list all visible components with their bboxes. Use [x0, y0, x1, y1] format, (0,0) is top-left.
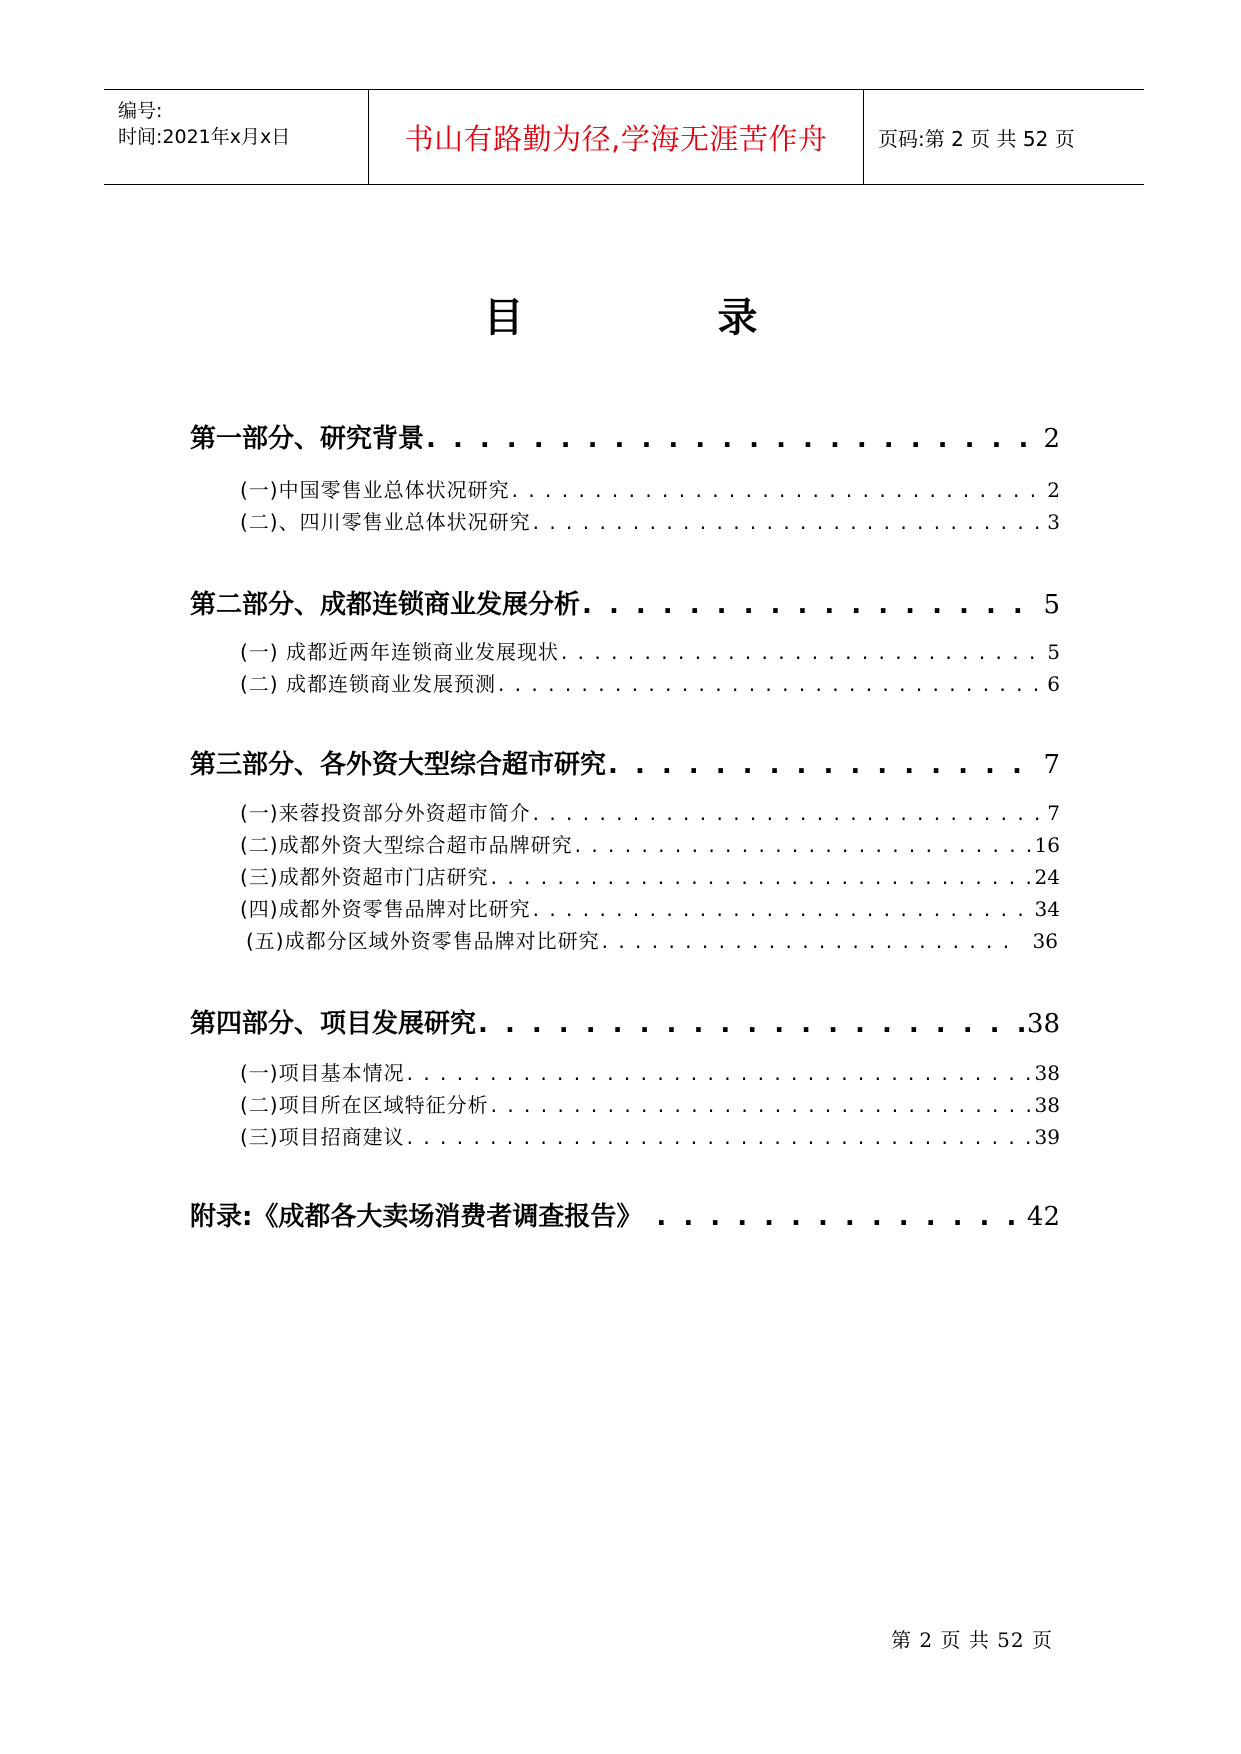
page-footer: 第 2 页 共 52 页: [891, 1628, 1053, 1652]
toc-entry-text: (二)、四川零售业总体状况研究: [240, 510, 531, 534]
leader-dots: [656, 1202, 1025, 1232]
leader-dots: [512, 478, 1046, 502]
toc-part2-section1[interactable]: [240, 636, 1060, 665]
toc-page-number: 7: [1047, 801, 1060, 825]
toc-entry-text: 第一部分、研究背景: [190, 424, 425, 454]
toc-entry-text: 第四部分、项目发展研究: [190, 1009, 477, 1039]
toc-part3-section4[interactable]: [240, 893, 1060, 922]
toc-page-number: 39: [1034, 1125, 1060, 1149]
toc-part3-section1[interactable]: [240, 797, 1060, 826]
toc-part3-section3[interactable]: [240, 861, 1060, 890]
toc-part4-section2[interactable]: [240, 1089, 1060, 1118]
toc-page-number: 24: [1034, 865, 1060, 889]
toc-entry-text: (一)中国零售业总体状况研究: [240, 478, 510, 502]
toc-page-number: 36: [1032, 929, 1058, 953]
toc-page-number: 38: [1034, 1093, 1060, 1117]
toc-page-number: 7: [1043, 750, 1060, 780]
toc-part3-section5[interactable]: [246, 925, 1058, 954]
toc-page-number: 2: [1043, 424, 1060, 454]
leader-dots: [498, 672, 1045, 696]
leader-dots: [575, 833, 1033, 857]
leader-dots: [407, 1061, 1033, 1085]
leader-dots: [426, 424, 1041, 454]
toc-entry-text: (一)项目基本情况: [240, 1061, 405, 1085]
leader-dots: [533, 897, 1033, 921]
toc-part2-section2[interactable]: [240, 668, 1060, 697]
toc-part4-section1[interactable]: [240, 1057, 1060, 1086]
table-of-contents: [190, 0, 1060, 1754]
toc-page-number: 5: [1047, 640, 1060, 664]
toc-part1-section1[interactable]: [240, 474, 1060, 503]
toc-page-number: 5: [1043, 590, 1060, 620]
toc-part4[interactable]: [190, 1003, 1060, 1040]
toc-entry-text: (三)成都外资超市门店研究: [240, 865, 489, 889]
leader-dots: [561, 640, 1045, 664]
toc-page-number: 38: [1026, 1009, 1060, 1039]
leader-dots: [533, 801, 1046, 825]
leader-dots: [582, 590, 1041, 620]
toc-entry-text: 第二部分、成都连锁商业发展分析: [190, 590, 581, 620]
toc-entry-text: (二)成都外资大型综合超市品牌研究: [240, 833, 573, 857]
toc-entry-text: (五)成都分区域外资零售品牌对比研究: [246, 929, 600, 953]
leader-dots: [533, 510, 1046, 534]
toc-entry-text: (二) 成都连锁商业发展预测: [240, 672, 496, 696]
header-page-label: 页码:第 2 页 共 52 页: [878, 126, 1075, 151]
toc-part1[interactable]: [190, 418, 1060, 455]
toc-page-number: 42: [1026, 1202, 1060, 1232]
leader-dots: [608, 750, 1041, 780]
header-motto: 书山有路勤为径,学海无涯苦作舟: [369, 90, 864, 184]
toc-part4-section3[interactable]: [240, 1121, 1060, 1150]
toc-entry-text: 第三部分、各外资大型综合超市研究: [190, 750, 607, 780]
toc-part2[interactable]: [190, 584, 1060, 621]
page-title: 目 录: [483, 295, 848, 341]
leader-dots: [602, 929, 1011, 953]
toc-part3-section2[interactable]: [240, 829, 1060, 858]
leader-dots: [407, 1125, 1033, 1149]
toc-page-number: 38: [1034, 1061, 1060, 1085]
leader-dots: [491, 865, 1033, 889]
toc-entry-text: (一)来蓉投资部分外资超市简介: [240, 801, 531, 825]
document-time-label: 时间:2021年x月x日: [118, 126, 291, 148]
leader-dots: [478, 1009, 1025, 1039]
toc-page-number: 2: [1047, 478, 1060, 502]
toc-page-number: 34: [1034, 897, 1060, 921]
toc-part1-section2[interactable]: [240, 506, 1060, 535]
toc-page-number: 3: [1047, 510, 1060, 534]
toc-page-number: 16: [1034, 833, 1060, 857]
toc-entry-text: (四)成都外资零售品牌对比研究: [240, 897, 531, 921]
toc-entry-text: (二)项目所在区域特征分析: [240, 1093, 489, 1117]
toc-entry-text: 附录:《成都各大卖场消费者调查报告》: [190, 1202, 643, 1232]
leader-dots: [491, 1093, 1033, 1117]
toc-page-number: 6: [1047, 672, 1060, 696]
toc-entry-text: (一) 成都近两年连锁商业发展现状: [240, 640, 559, 664]
toc-part3[interactable]: [190, 744, 1060, 781]
toc-appendix[interactable]: [190, 1196, 1060, 1233]
document-number-label: 编号:: [118, 100, 163, 122]
toc-entry-text: (三)项目招商建议: [240, 1125, 405, 1149]
